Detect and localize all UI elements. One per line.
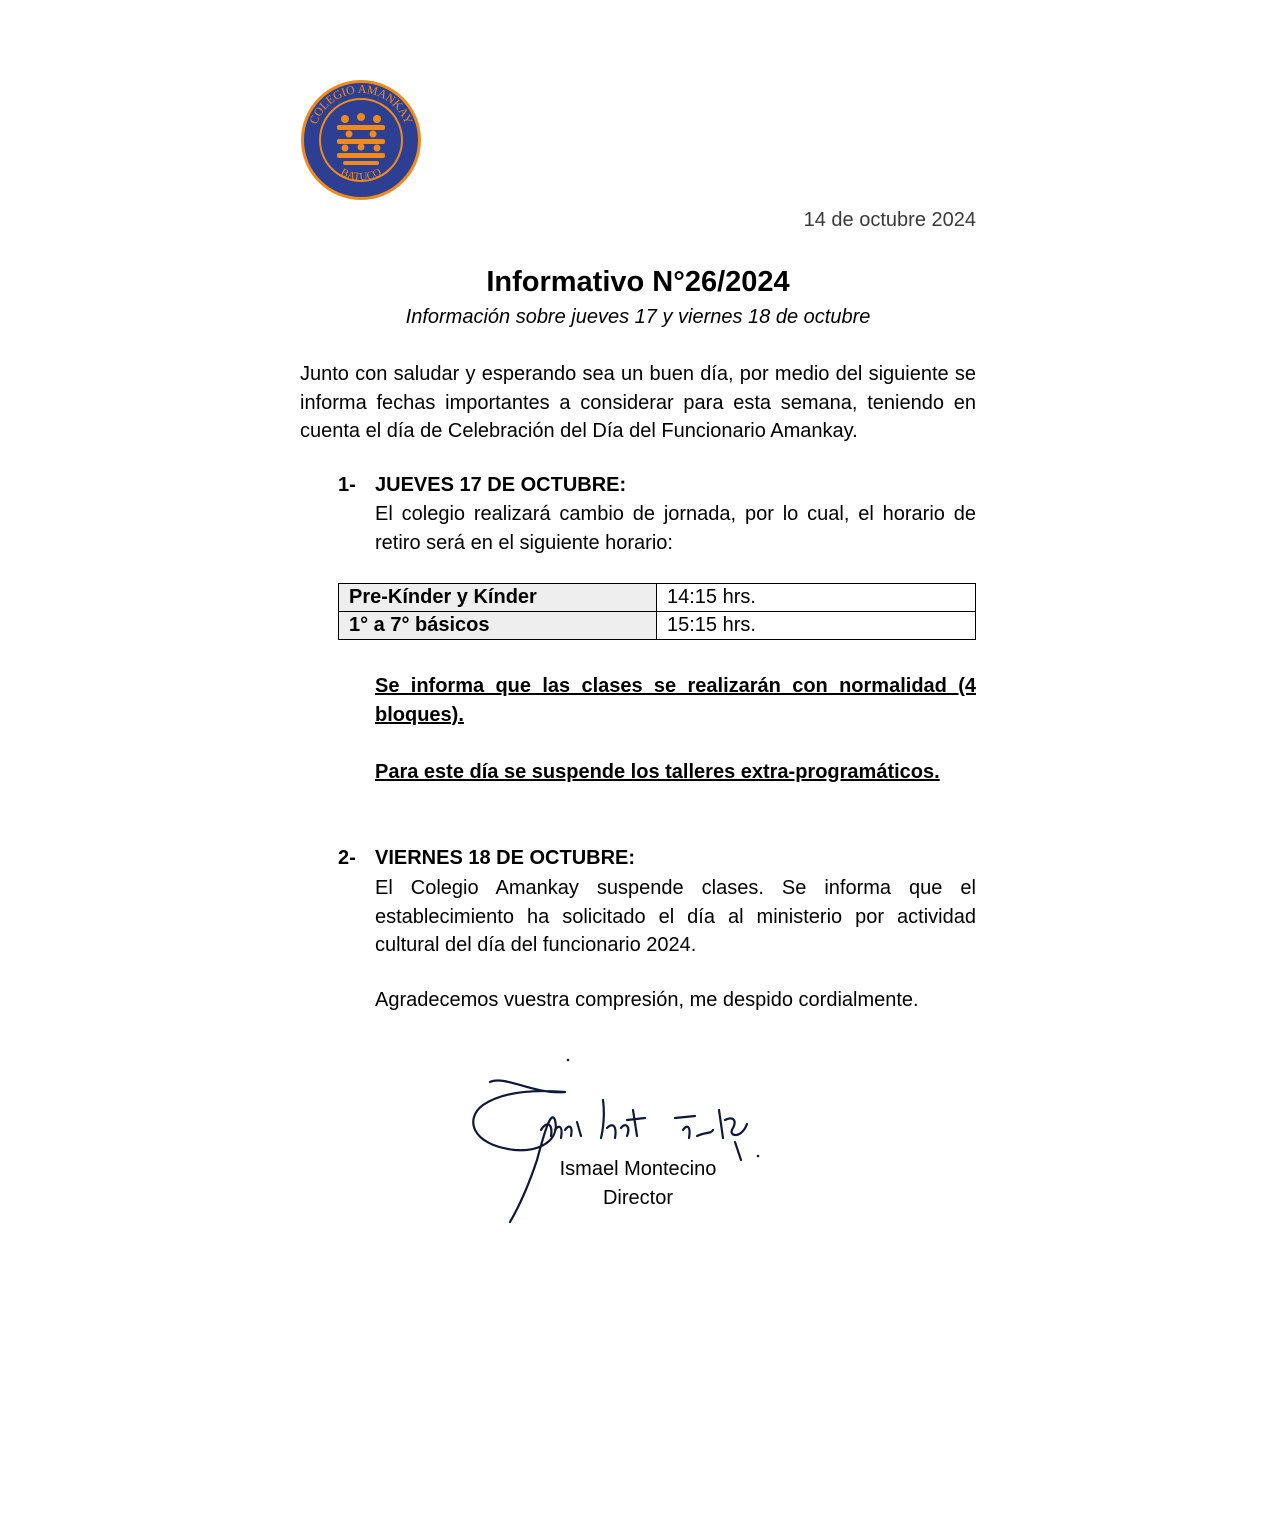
schedule-group: Pre-Kínder y Kínder xyxy=(339,584,657,612)
closing-line: Agradecemos vuestra compresión, me despido cordialmente. xyxy=(375,989,919,1011)
item-2-number: 2- xyxy=(338,847,356,869)
schedule-time: 15:15 hrs. xyxy=(657,612,976,640)
schedule-time: 14:15 hrs. xyxy=(657,584,976,612)
notice-workshops-suspended: Para este día se suspende los talleres extra-programáticos. xyxy=(375,761,940,783)
svg-text:BATUCO: BATUCO xyxy=(338,166,384,184)
item-2-heading: VIERNES 18 DE OCTUBRE: xyxy=(375,847,636,869)
table-row xyxy=(339,584,976,612)
notice-normal-classes: Se informa que las clases se realizarán con normalidad (4 bloques). xyxy=(375,675,976,726)
signatory-name: Ismael Montecino xyxy=(559,1158,717,1180)
signatory-role: Director xyxy=(602,1186,673,1209)
document-title: Informativo N°26/2024 xyxy=(486,266,790,298)
intro-paragraph: Junto con saludar y esperando sea un buen día, por medio del siguiente se informa fechas importantes a considerar para esta semana, teniendo en cuenta el día de Celebración del Día del Funcionario Amankay. xyxy=(300,363,976,442)
item-1-number: 1- xyxy=(338,474,356,496)
document-date: 14 de octubre 2024 xyxy=(803,209,976,231)
schedule-group: 1° a 7° básicos xyxy=(339,612,657,640)
document-subtitle: Información sobre jueves 17 y viernes 18 de octubre xyxy=(405,306,871,328)
school-logo xyxy=(300,79,422,201)
item-1-heading: JUEVES 17 DE OCTUBRE: xyxy=(375,474,627,496)
svg-text:COLEGIO AMANKAY: COLEGIO AMANKAY xyxy=(306,81,416,127)
table-row xyxy=(339,612,976,640)
item-2-body: El Colegio Amankay suspende clases. Se informa que el establecimiento ha solicitado el día al ministerio por actividad cultural del día del funcionario 2024. xyxy=(375,877,976,956)
signatory xyxy=(550,1155,726,1212)
item-1-body: El colegio realizará cambio de jornada, por lo cual, el horario de retiro será en el siguiente horario: xyxy=(375,503,976,554)
schedule-table xyxy=(338,583,976,640)
